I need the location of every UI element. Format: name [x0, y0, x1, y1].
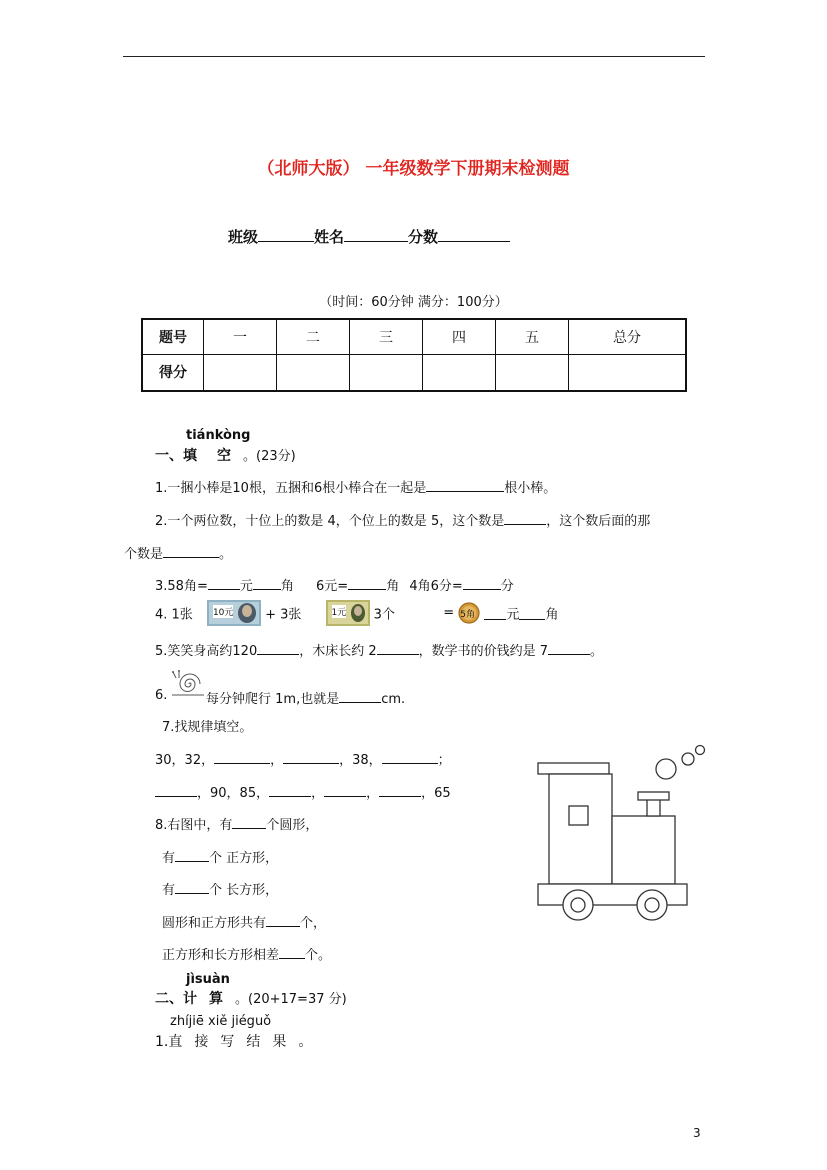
train-cab — [549, 774, 612, 884]
snail-icon — [170, 670, 206, 698]
score-table-cell: 四 — [423, 319, 496, 354]
q7-blank[interactable] — [155, 784, 197, 797]
q5-blank-1[interactable] — [257, 642, 299, 655]
section2-heading — [155, 988, 347, 1008]
question-8-line-5 — [162, 944, 331, 963]
question-5 — [155, 640, 603, 659]
sub1-char: 直 — [168, 1034, 183, 1050]
section1-heading — [155, 445, 296, 465]
section2-number: 二、 — [155, 991, 183, 1007]
q5-blank-2[interactable] — [377, 642, 419, 655]
q7-text: ， — [366, 786, 380, 801]
q4-text: 4. 1张 — [155, 607, 193, 623]
q7-text: ，65 — [421, 786, 451, 801]
q6-text: 6. — [155, 688, 168, 703]
score-table-cell: 三 — [350, 319, 423, 354]
sub1-char: 果 — [272, 1034, 287, 1050]
score-input-cell[interactable] — [496, 354, 569, 391]
sub1-char: 写 — [220, 1034, 235, 1050]
train-chimney — [647, 798, 660, 816]
sub1-end: 。 — [298, 1034, 313, 1050]
q7-text: ， — [270, 753, 284, 768]
page-title: （北师大版） 一年级数学下册期末检测题 — [257, 159, 570, 179]
q8-text: 圆形和正方形共有 — [162, 916, 267, 931]
section1-suffix: 。(23分) — [243, 449, 296, 464]
q4-text: 元 — [506, 607, 520, 623]
q4-text: 3个 — [373, 607, 395, 623]
q7-text: ，90，85， — [197, 786, 270, 801]
q1-text-end: 根小棒。 — [504, 481, 557, 496]
score-input-cell[interactable] — [423, 354, 496, 391]
q8-text: 有 — [162, 851, 176, 866]
q4-text: + 3张 — [265, 607, 302, 623]
header-rule — [123, 56, 705, 57]
question-7-row-1 — [155, 749, 451, 768]
q8-text: 正方形和长方形相差 — [162, 948, 280, 963]
page-number: 3 — [693, 1126, 701, 1140]
score-blank[interactable] — [438, 227, 510, 242]
train-window — [569, 806, 588, 825]
score-table-cell: 二 — [277, 319, 350, 354]
section2-char: 计 — [183, 991, 197, 1007]
class-blank[interactable] — [258, 227, 314, 242]
name-label: 姓名 — [314, 228, 345, 246]
q7-text: ，38， — [339, 753, 382, 768]
score-input-cell[interactable] — [204, 354, 277, 391]
q3-text: 6元= — [316, 579, 349, 594]
sub1-number: 1. — [155, 1034, 169, 1050]
q3-text: 3.58角= — [155, 579, 208, 594]
score-table-cell: 总分 — [569, 319, 687, 354]
q7-blank[interactable] — [379, 784, 421, 797]
q8-blank-diff[interactable] — [279, 946, 305, 959]
q2-text-end: 。 — [219, 547, 233, 562]
q3-text: 4角6分= — [409, 579, 463, 594]
q3-text: 元 — [239, 579, 253, 594]
name-blank[interactable] — [344, 227, 408, 242]
question-6-body — [206, 688, 405, 707]
question-8-line-4 — [162, 912, 326, 931]
q2-text-cont: 个数是 — [124, 547, 164, 562]
q2-text-mid: ，这个数后面的那 — [546, 514, 651, 529]
q5-blank-3[interactable] — [548, 642, 590, 655]
section1-number: 一、 — [155, 448, 183, 464]
q7-text: ， — [311, 786, 325, 801]
q8-text: 个圆形， — [266, 818, 319, 833]
train-figure — [530, 738, 710, 928]
section1-char: 填 — [183, 448, 197, 464]
one-yuan-note-icon — [326, 600, 370, 626]
train-roof — [538, 763, 609, 774]
q3-blank-jiao[interactable] — [253, 577, 281, 590]
sub1-char: 接 — [194, 1034, 209, 1050]
q3-blank-jiao2[interactable] — [348, 577, 386, 590]
score-input-cell[interactable] — [569, 354, 687, 391]
train-body — [612, 816, 675, 884]
ten-yuan-label: 10元 — [213, 605, 233, 618]
score-row-label: 得分 — [142, 354, 204, 391]
question-8 — [155, 814, 318, 833]
q7-blank[interactable] — [283, 751, 339, 764]
score-label: 分数 — [408, 228, 439, 246]
question-2 — [155, 510, 650, 529]
sub1-pinyin: zhíjiē xiě jiéguǒ — [170, 1014, 272, 1029]
score-input-cell[interactable] — [350, 354, 423, 391]
q4-text: 角 — [545, 607, 559, 623]
q3-text: 角 — [386, 579, 400, 594]
question-4 — [155, 600, 558, 630]
ten-yuan-note-icon — [207, 600, 261, 626]
q3-text: 角 — [280, 579, 294, 594]
train-chimney-cap — [638, 792, 669, 800]
section1-pinyin: tiánkòng — [186, 428, 251, 443]
q7-text: ； — [437, 753, 451, 768]
q7-blank[interactable] — [324, 784, 366, 797]
q8-blank-total[interactable] — [266, 914, 300, 927]
q2-blank-2[interactable] — [163, 545, 219, 558]
q3-blank-fen[interactable] — [463, 577, 501, 590]
q5-text: ，木床长约 2 — [299, 644, 377, 659]
q2-blank-1[interactable] — [504, 512, 546, 525]
section2-pinyin: jìsuàn — [186, 972, 230, 987]
q8-text: 个 长方形， — [209, 883, 279, 898]
score-table — [141, 318, 687, 392]
q8-blank-squares[interactable] — [175, 849, 209, 862]
q4-blank-yuan[interactable] — [484, 607, 506, 620]
q6-blank[interactable] — [339, 690, 381, 703]
q8-text: 有 — [162, 883, 176, 898]
q8-blank-circles[interactable] — [232, 816, 266, 829]
score-table-cell: 一 — [204, 319, 277, 354]
q4-text: = — [443, 605, 455, 621]
five-jiao-coin-icon — [458, 602, 480, 624]
time-info: （时间：60分钟 满分：100分） — [319, 295, 508, 310]
five-jiao-label: 5角 — [460, 610, 476, 620]
question-8-line-2 — [162, 847, 278, 866]
question-3 — [155, 575, 514, 594]
class-label: 班级 — [228, 228, 259, 246]
section2-char: 算 — [209, 991, 223, 1007]
one-yuan-label: 1元 — [332, 605, 347, 618]
score-input-cell[interactable] — [277, 354, 350, 391]
question-7-row-2 — [155, 782, 451, 801]
q8-text: 个。 — [305, 948, 332, 963]
q5-text: 5.笑笑身高约120 — [155, 644, 258, 659]
q7-text: 30，32， — [155, 753, 215, 768]
score-table-header-row — [142, 319, 686, 354]
q6-text: cm. — [381, 692, 406, 707]
q3-text: 分 — [500, 579, 514, 594]
q5-text: 。 — [590, 644, 604, 659]
question-1 — [155, 477, 556, 496]
section2-suffix: 。(20+17=37 分) — [235, 992, 347, 1007]
score-table-cell: 题号 — [142, 319, 204, 354]
q7-blank[interactable] — [382, 751, 438, 764]
question-2-cont — [124, 543, 232, 562]
student-info — [228, 226, 510, 247]
q8-blank-rectangles[interactable] — [175, 881, 209, 894]
question-6 — [155, 688, 167, 703]
score-table-score-row — [142, 354, 686, 391]
q1-blank[interactable] — [426, 479, 504, 492]
q8-text: 8.右图中，有 — [155, 818, 233, 833]
q5-text: ，数学书的价钱约是 7 — [418, 644, 549, 659]
sub1-heading — [155, 1031, 312, 1051]
q7-blank[interactable] — [214, 751, 270, 764]
question-8-line-3 — [162, 879, 278, 898]
q7-blank[interactable] — [269, 784, 311, 797]
sub1-char: 结 — [246, 1034, 261, 1050]
section1-char: 空 — [217, 448, 231, 464]
q3-blank-yuan[interactable] — [208, 577, 240, 590]
q8-text: 个， — [300, 916, 327, 931]
question-7-title: 7.找规律填空。 — [162, 720, 253, 735]
q2-text: 2.一个两位数，十位上的数是 4，个位上的数是 5，这个数是 — [155, 514, 505, 529]
q8-text: 个 正方形， — [209, 851, 279, 866]
q6-text: 每分钟爬行 1m,也就是 — [206, 692, 340, 707]
score-table-cell: 五 — [496, 319, 569, 354]
q1-text: 1.一捆小棒是10根，五捆和6根小棒合在一起是 — [155, 481, 427, 496]
q4-blank-jiao[interactable] — [519, 607, 545, 620]
